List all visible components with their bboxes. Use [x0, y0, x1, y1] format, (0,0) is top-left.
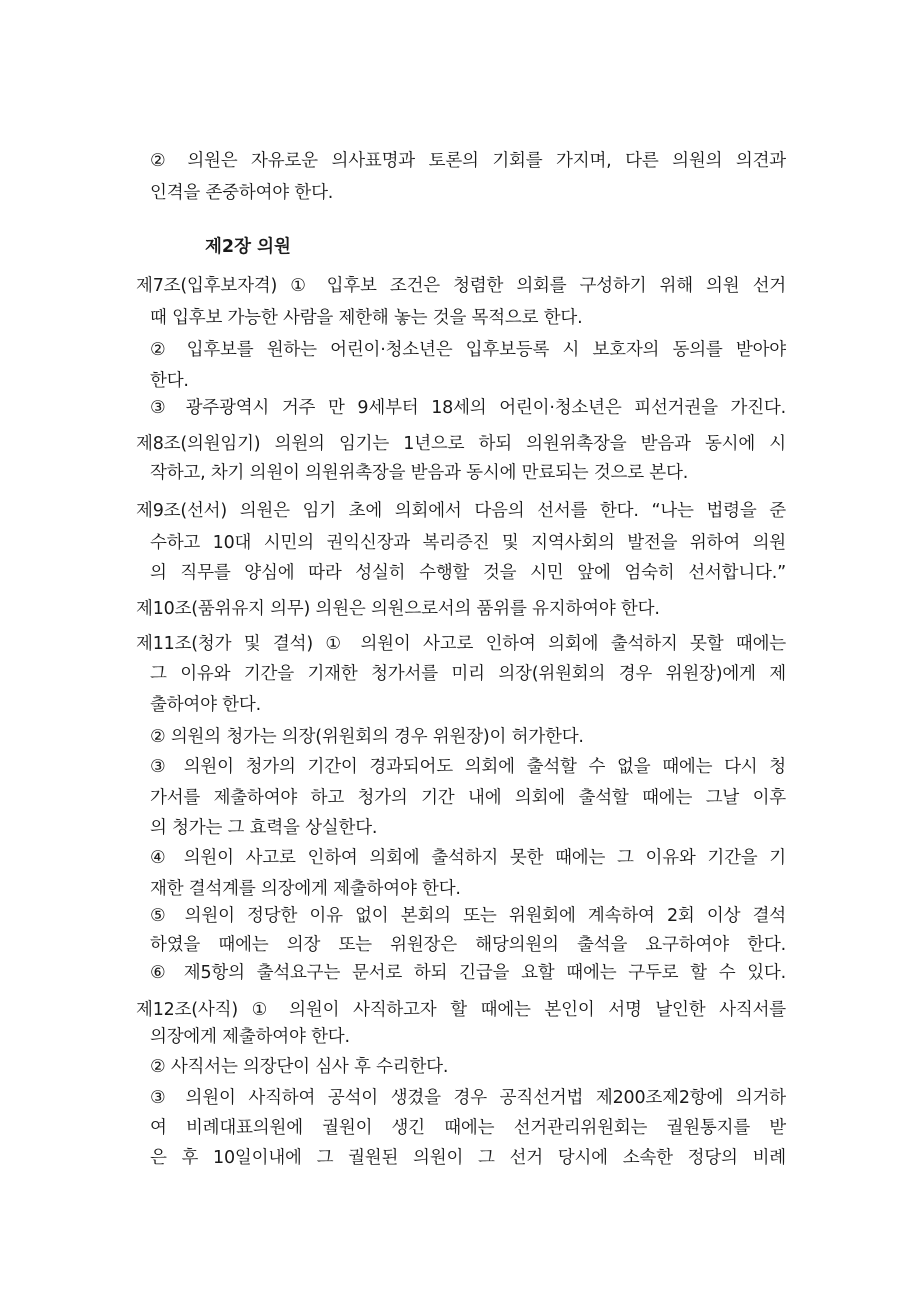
text-line: ② 입후보를 원하는 어린이·청소년은 입후보등록 시 보호자의 동의를 받아야: [150, 340, 786, 360]
article-7-line: 제7조(입후보자격) ① 입후보 조건은 청렴한 의회를 구성하기 위해 의원 선거: [136, 276, 786, 296]
text-line: 출하여야 한다.: [150, 695, 261, 715]
text-line: ② 의원은 자유로운 의사표명과 토론의 기회를 가지며, 다른 의원의 의견과: [150, 151, 786, 171]
text-line: 재한 결석계를 의장에게 제출하여야 한다.: [150, 879, 461, 899]
article-12-line: 제12조(사직) ① 의원이 사직하고자 할 때에는 본인이 서명 날인한 사직서를: [136, 1000, 786, 1020]
text-line: ② 사직서는 의장단이 심사 후 수리한다.: [150, 1057, 449, 1077]
text-line: ④ 의원이 사고로 인하여 의회에 출석하지 못한 때에는 그 이유와 기간을 기: [150, 848, 786, 868]
text-line: ③ 의원이 청가의 기간이 경과되어도 의회에 출석할 수 없을 때에는 다시 청: [150, 757, 786, 777]
article-9-line: 제9조(선서) 의원은 임기 초에 의회에서 다음의 선서를 한다. “나는 법령을 준: [136, 501, 786, 521]
article-10-line: 제10조(품위유지 의무) 의원은 의원으로서의 품위를 유지하여야 한다.: [136, 599, 660, 619]
text-line: 하였을 때에는 의장 또는 위원장은 해당의원의 출석을 요구하여야 한다.: [150, 935, 786, 955]
text-line: 가서를 제출하여야 하고 청가의 기간 내에 의회에 출석할 때에는 그날 이후: [150, 788, 786, 808]
article-8-line: 제8조(의원임기) 의원의 임기는 1년으로 하되 의원위촉장을 받음과 동시에 시: [136, 434, 786, 454]
text-line: 그 이유와 기간을 기재한 청가서를 미리 의장(위원회의 경우 위원장)에게 제: [150, 664, 786, 684]
text-line: 한다.: [150, 371, 189, 391]
text-line: 여 비례대표의원에 궐원이 생긴 때에는 선거관리위원회는 궐원통지를 받: [150, 1118, 786, 1138]
text-line: ⑥ 제5항의 출석요구는 문서로 하되 긴급을 요할 때에는 구두로 할 수 있다.: [150, 963, 786, 983]
text-line: 작하고, 차기 의원이 의원위촉장을 받음과 동시에 만료되는 것으로 본다.: [150, 463, 689, 483]
text-line: ⑤ 의원이 정당한 이유 없이 본회의 또는 위원회에 계속하여 2회 이상 결석: [150, 906, 786, 926]
article-11-line: 제11조(청가 및 결석) ① 의원이 사고로 인하여 의회에 출석하지 못할 때에는: [136, 634, 786, 654]
text-line: 의 청가는 그 효력을 상실한다.: [150, 818, 378, 838]
text-line: 의 직무를 양심에 따라 성실히 수행할 것을 시민 앞에 엄숙히 선서합니다.”: [150, 563, 786, 583]
text-line: ② 의원의 청가는 의장(위원회의 경우 위원장)이 허가한다.: [150, 727, 584, 747]
text-line: 수하고 10대 시민의 권익신장과 복리증진 및 지역사회의 발전을 위하여 의원: [150, 533, 786, 553]
text-line: ③ 의원이 사직하여 공석이 생겼을 경우 공직선거법 제200조제2항에 의거하: [150, 1088, 786, 1108]
text-line: 때 입후보 가능한 사람을 제한해 놓는 것을 목적으로 한다.: [150, 308, 583, 328]
text-line: ③ 광주광역시 거주 만 9세부터 18세의 어린이·청소년은 피선거권을 가진다.: [150, 398, 786, 418]
text-line: 은 후 10일이내에 그 궐원된 의원이 그 선거 당시에 소속한 정당의 비례: [150, 1148, 786, 1168]
text-line: 의장에게 제출하여야 한다.: [150, 1027, 350, 1047]
text-line: 인격을 존중하여야 한다.: [150, 183, 334, 203]
chapter-heading: 제2장 의원: [205, 237, 291, 257]
